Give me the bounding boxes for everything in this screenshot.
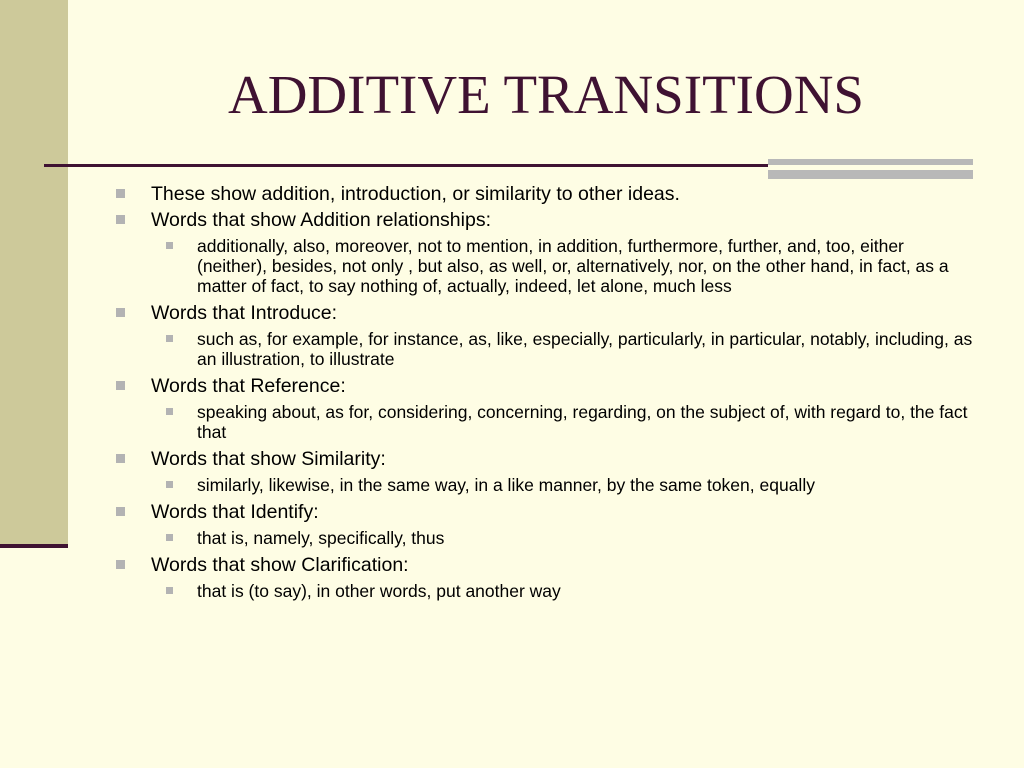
title-underline bbox=[44, 164, 768, 167]
square-bullet-icon bbox=[116, 308, 125, 317]
bullet-item bbox=[116, 552, 976, 578]
left-decorative-band bbox=[0, 0, 68, 546]
square-bullet-icon bbox=[116, 215, 125, 224]
square-bullet-icon bbox=[116, 454, 125, 463]
bullet-item bbox=[116, 181, 976, 207]
sub-bullet-item bbox=[116, 236, 976, 296]
square-bullet-icon bbox=[116, 507, 125, 516]
sub-bullet-item bbox=[116, 475, 976, 495]
bullet-item bbox=[116, 300, 976, 326]
sub-bullet-text: speaking about, as for, considering, concerning, regarding, on the subject of, with regard to, the fact that bbox=[197, 402, 968, 442]
sub-bullet-item bbox=[116, 581, 976, 601]
accent-bar-top bbox=[768, 159, 973, 165]
bullet-item bbox=[116, 207, 976, 233]
square-bullet-icon bbox=[166, 587, 173, 594]
bullet-text: Words that Reference: bbox=[151, 375, 346, 397]
sub-bullet-text: such as, for example, for instance, as, like, especially, particularly, in particular, notably, including, as an illustration, to illustrate bbox=[197, 329, 973, 369]
sub-bullet-item bbox=[116, 402, 976, 442]
slide-title: ADDITIVE TRANSITIONS bbox=[227, 64, 865, 125]
sub-bullet-item bbox=[116, 329, 976, 369]
sub-bullet-item bbox=[116, 528, 976, 548]
sub-bullet-text: that is (to say), in other words, put another way bbox=[197, 581, 561, 601]
left-band-rule bbox=[0, 544, 68, 548]
bullet-text: Words that show Clarification: bbox=[151, 554, 409, 576]
square-bullet-icon bbox=[166, 534, 173, 541]
square-bullet-icon bbox=[116, 381, 125, 390]
square-bullet-icon bbox=[166, 481, 173, 488]
square-bullet-icon bbox=[166, 408, 173, 415]
bullet-text: Words that show Similarity: bbox=[151, 448, 386, 470]
bullet-text: These show addition, introduction, or similarity to other ideas. bbox=[151, 183, 680, 205]
bullet-item bbox=[116, 446, 976, 472]
bullet-text: Words that Identify: bbox=[151, 501, 319, 523]
bullet-text: Words that show Addition relationships: bbox=[151, 209, 491, 231]
sub-bullet-text: similarly, likewise, in the same way, in a like manner, by the same token, equally bbox=[197, 475, 815, 495]
accent-bar-bottom bbox=[768, 170, 973, 179]
sub-bullet-text: that is, namely, specifically, thus bbox=[197, 528, 445, 548]
sub-bullet-text: additionally, also, moreover, not to mention, in addition, furthermore, further, and, too, either (neither), besides, not only , but also, as well, or, alternatively, nor, on the other hand, in fact, as a matter of fact, to say nothing of, actually, indeed, let alone, much less bbox=[197, 236, 949, 296]
bullet-text: Words that Introduce: bbox=[151, 302, 338, 324]
square-bullet-icon bbox=[166, 242, 173, 249]
bullet-item bbox=[116, 499, 976, 525]
bullet-list bbox=[116, 181, 976, 605]
square-bullet-icon bbox=[116, 560, 125, 569]
square-bullet-icon bbox=[166, 335, 173, 342]
square-bullet-icon bbox=[116, 189, 125, 198]
bullet-item bbox=[116, 373, 976, 399]
